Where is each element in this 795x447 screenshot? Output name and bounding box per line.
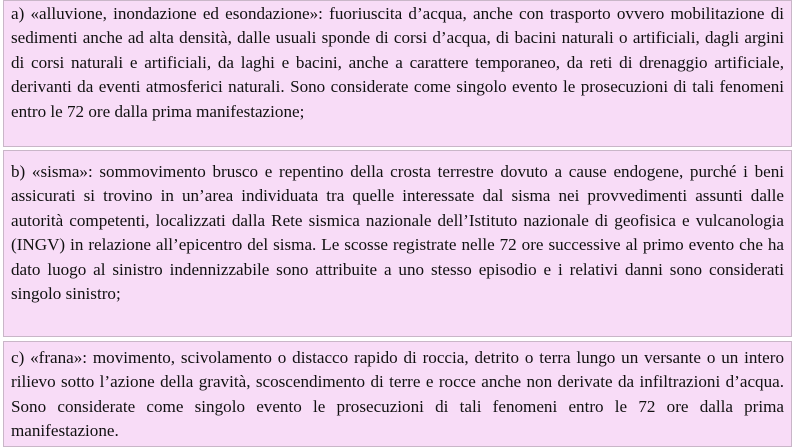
definition-sisma-text: b) «sisma»: sommovimento brusco e repentino della crosta terrestre dovuto a cause endogene, purché i beni assicurati si trovino in un’area individuata tra quelle interessate dal sisma nei provvedimenti assunti dalle autorità competenti, localizzati dalla Rete sismica nazionale dell’Istituto nazionale di geofisica e vulcanologia (INGV) in relazione all’epicentro del sisma. Le scosse registrate nelle 72 ore successive al primo evento che ha dato luogo al sinistro indennizzabile sono attribuite a uno stesso episodio e i relativi danni sono considerati singolo sinistro; <box>11 162 784 304</box>
definition-frana-text: c) «frana»: movimento, scivolamento o distacco rapido di roccia, detrito o terra lungo un versante o un intero rilievo sotto l’azione della gravità, scoscendimento di terre e rocce anche non derivate da infiltrazioni d’acqua. Sono considerate come singolo evento le prosecuzioni di tali fenomeni entro le 72 ore dalla prima manifestazione. <box>11 348 784 441</box>
definition-box-frana <box>3 341 792 447</box>
definition-box-sisma <box>3 150 792 337</box>
definition-alluvione-text: a) «alluvione, inondazione ed esondazione»: fuoriuscita d’acqua, anche con trasporto ovvero mobilitazione di sedimenti anche ad alta densità, dalle usuali sponde di corsi d’acqua, di bacini naturali o artificiali, dagli argini di corsi naturali e artificiali, da laghi e bacini, anche a carattere temporaneo, da reti di drenaggio artificiale, derivanti da eventi atmosferici naturali. Sono considerate come singolo evento le prosecuzioni di tali fenomeni entro le 72 ore dalla prima manifestazione; <box>11 4 784 121</box>
definition-box-alluvione <box>3 0 792 147</box>
